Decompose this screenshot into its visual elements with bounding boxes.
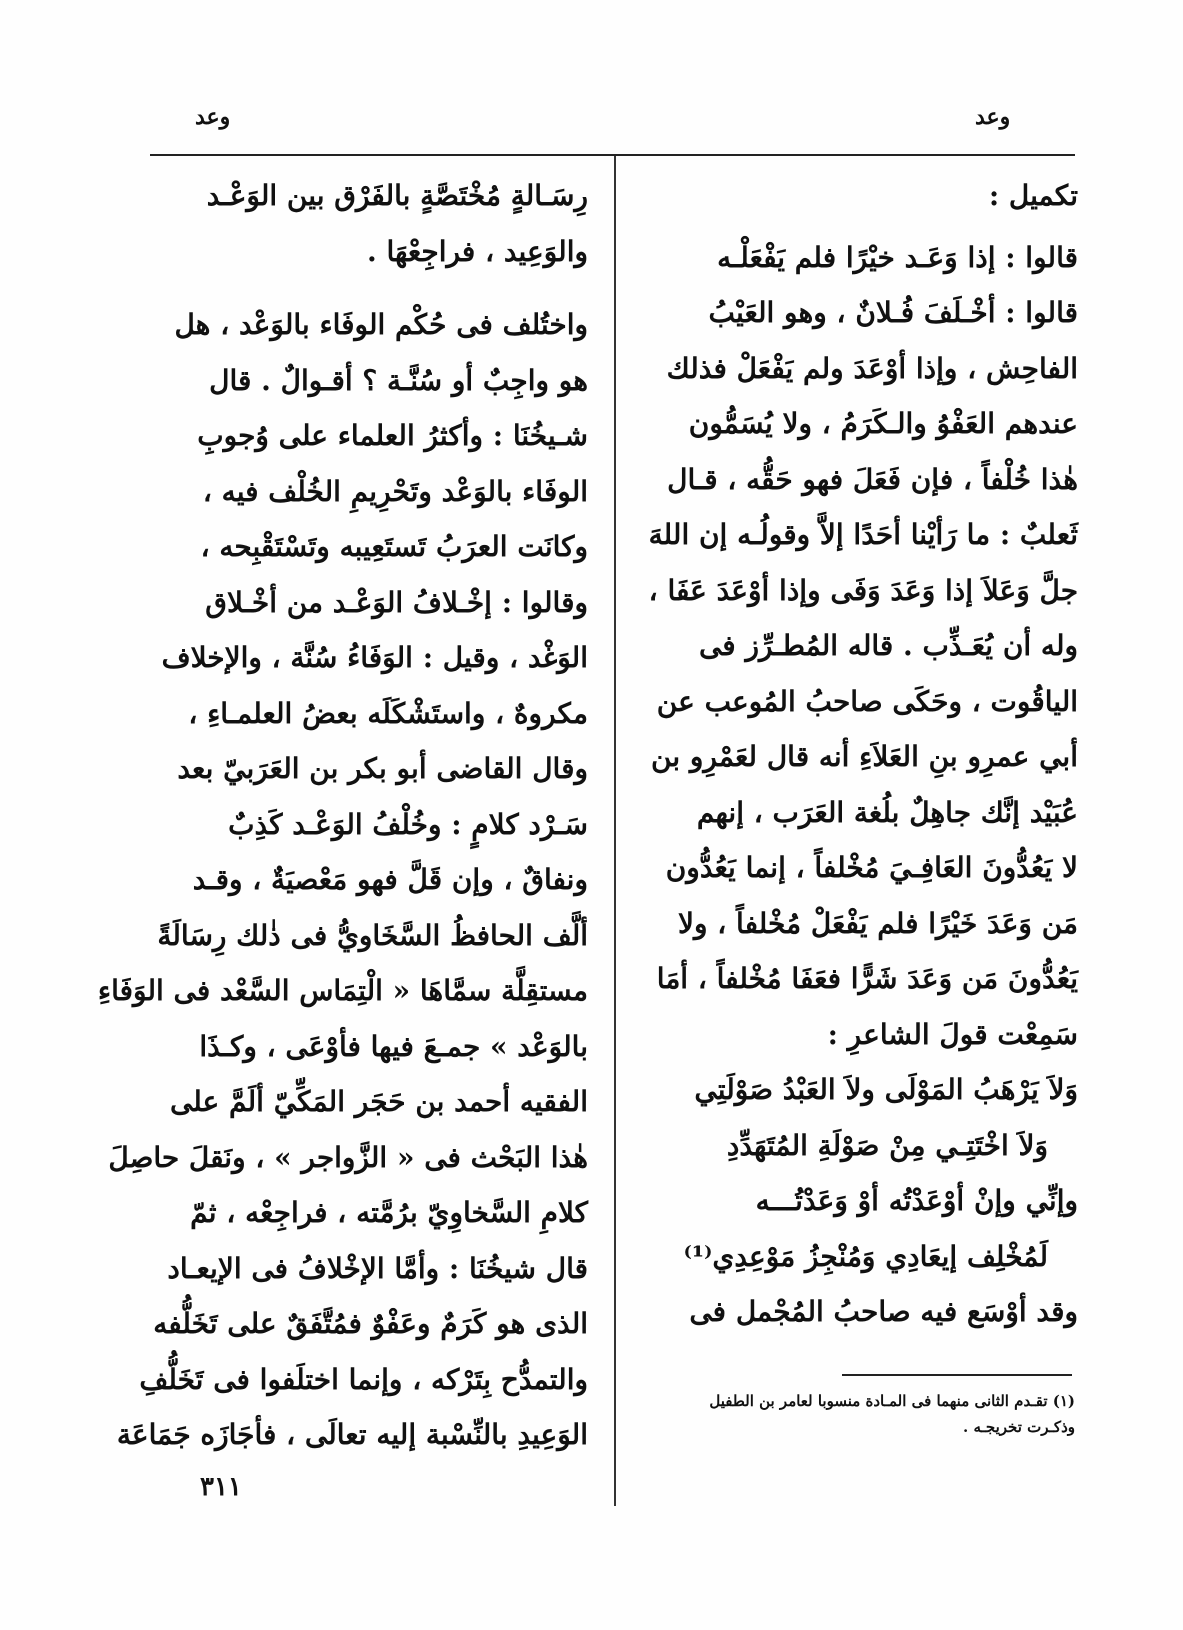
text-line: رِسَـالةٍ مُخْتَصَّةٍ بالفَرْق بين الوَعْـد [206, 179, 588, 212]
footnote-rule [842, 1374, 1072, 1376]
header-rule [150, 154, 1075, 156]
column-divider [614, 156, 616, 1506]
text-line: والتمدُّح بِتَرْكه ، وإنما اختلَفوا فى تَخَلُّفِ [139, 1362, 588, 1396]
text-line: جلَّ وَعَلاَ إذا وَعَدَ وَفَى وإذا أوْعَدَ عَفَا ، [648, 573, 1078, 607]
text-line: والوَعِيد ، فراجِعْهَا . [366, 234, 588, 268]
poem-verse: وَلاَ يَرْهَبُ المَوْلَى ولاَ العَبْدُ صَوْلَتِي [694, 1073, 1078, 1106]
text-line: ثَعلبٌ : ما رَأيْنا أحَدًا إلاَّ وقولُـه إن اللهَ [648, 518, 1078, 551]
text-line: عندهم العَفْوُ والـكَرَمُ ، ولا يُسَمُّون [688, 407, 1078, 440]
text-line: قال شيخُنَا : وأمَّا الإخْلافُ فى الإيعـاد [167, 1251, 588, 1285]
text-line: ألَّف الحافظُ السَّخَاويُّ فى ذٰلك رِسَالَةً [157, 918, 588, 952]
text-line: شـيخُنَا : وأكثرُ العلماء على وُجوبِ [197, 419, 588, 452]
text-line: قالوا : أخْـلَفَ فُـلانٌ ، وهو العَيْبُ [708, 296, 1078, 329]
text-line: هو واجِبٌ أو سُنَّـة ؟ أقـوالٌ . قال [209, 363, 588, 397]
footnote-line: (١) تقـدم الثانى منهما فى المـادة منسوبا لعامر بن الطفيل [709, 1392, 1075, 1410]
text-line: بالوَعْد » جمـعَ فيها فأوْعَى ، وكـذَا [199, 1029, 588, 1063]
right-column [640, 168, 1078, 1340]
section-heading: تكميل : [988, 179, 1078, 212]
text-line: الفاحِش ، وإذا أوْعَدَ ولم يَفْعَلْ فذلك [666, 351, 1078, 385]
text-line: مستقِلَّة سمَّاهَا « الْتِمَاس السَّعْد فى الوَفَاءِ [97, 974, 588, 1007]
text-line: الياقُوت ، وحَكَى صاحبُ المُوعب عن [656, 684, 1078, 718]
text-line: أبي عمرِو بنِ العَلاَءِ أنه قال لعَمْرِو بن [651, 740, 1078, 773]
text-line: هٰذا خُلْفاً ، فإن فَعَلَ فهو حَقُّه ، قـال [667, 462, 1078, 496]
paragraph-gap [148, 279, 588, 297]
text-line: هٰذا البَحْث فى « الزَّواجر » ، ونَقلَ حاصِلَ [108, 1140, 588, 1174]
text-line: الوفَاء بالوَعْد وتَحْرِيمِ الخُلْف فيه ، [202, 474, 588, 508]
text-line: كلامِ السَّخاوِيّ برُمَّته ، فراجِعْه ، ثمّ [190, 1196, 588, 1229]
text-line: وكانَت العرَبُ تَستَعِيبه وتَسْتَقْبِحه ، [200, 530, 588, 563]
text-line: عُبَيْد إنَّك جاهِلٌ بلُغة العَرَب ، إنهم [696, 795, 1078, 829]
text-line: وقالوا : إخْـلافُ الوَعْـد من أخْـلاق [205, 585, 588, 619]
text-line: سَمِعْت قولَ الشاعرِ : [827, 1017, 1078, 1051]
footnote-line: وذكـرت تخريجـه . [963, 1418, 1075, 1436]
text-line: وقال القاضى أبو بكر بن العَرَبيّ بعد [177, 752, 588, 785]
running-header-left: وعد [195, 104, 231, 130]
text-line: الوَغْد ، وقيل : الوَفَاءُ سُنَّة ، والإخلاف [161, 641, 588, 674]
text-line: قالوا : إذا وَعَـد خيْرًا فلم يَفْعَلْـه [717, 240, 1078, 274]
poem-verse: وإنِّي وإنْ أوْعَدْتُه أوْ وَعَدْتُـــه [755, 1184, 1078, 1217]
text-line: الفقيه أحمد بن حَجَر المَكِّيّ ألَمَّ على [169, 1085, 588, 1118]
text-line: وقد أوْسَع فيه صاحبُ المُجْمل فى [689, 1295, 1078, 1328]
left-column [97, 168, 588, 1463]
footnote [640, 1388, 1075, 1440]
text-line: وله أن يُعَـذِّب . قاله المُطـرِّز فى [698, 629, 1078, 662]
running-header-right: وعد [975, 104, 1011, 130]
text-line: سَـرْد كلامٍ : وخُلْفُ الوَعْـد كَذِبٌ [228, 807, 588, 841]
text-line: مَن وَعَدَ خَيْرًا فلم يَفْعَلْ مُخْلفاً ، ولا [678, 906, 1078, 940]
poem-verse: وَلاَ اخْتَتِـي مِنْ صَوْلَةِ المُتَهَدِّدِ [726, 1128, 1048, 1162]
page-number: ٣١١ [200, 1472, 242, 1502]
text-line: يَعُدُّونَ مَن وَعَدَ شَرًّا فعَفَا مُخْلفاً ، أمَا [656, 962, 1078, 995]
text-line: واختُلف فى حُكْم الوفَاء بالوَعْد ، هل [174, 308, 588, 341]
text-line: الوَعِيدِ بالنِّسْبة إليه تعالَى ، فأجَازَه جَمَاعَة [116, 1418, 588, 1451]
text-line: ونفاقٌ ، وإن قَلَّ فهو مَعْصيَةٌ ، وقـد [192, 863, 588, 896]
text-line: الذى هو كَرَمٌ وعَفْوٌ فمُتَّفَقٌ على تَخَلُّفه [153, 1307, 588, 1340]
text-line: مكروهٌ ، واستَشْكَلَه بعضُ العلمـاءِ ، [188, 696, 588, 730]
poem-verse: لَمُخْلِف إيعَادِي وَمُنْجِزُ مَوْعِدِي⁽¹⁾ [683, 1239, 1048, 1273]
text-line: لا يَعُدُّونَ العَافِـيَ مُخْلفاً ، إنما يَعُدُّون [665, 851, 1078, 884]
